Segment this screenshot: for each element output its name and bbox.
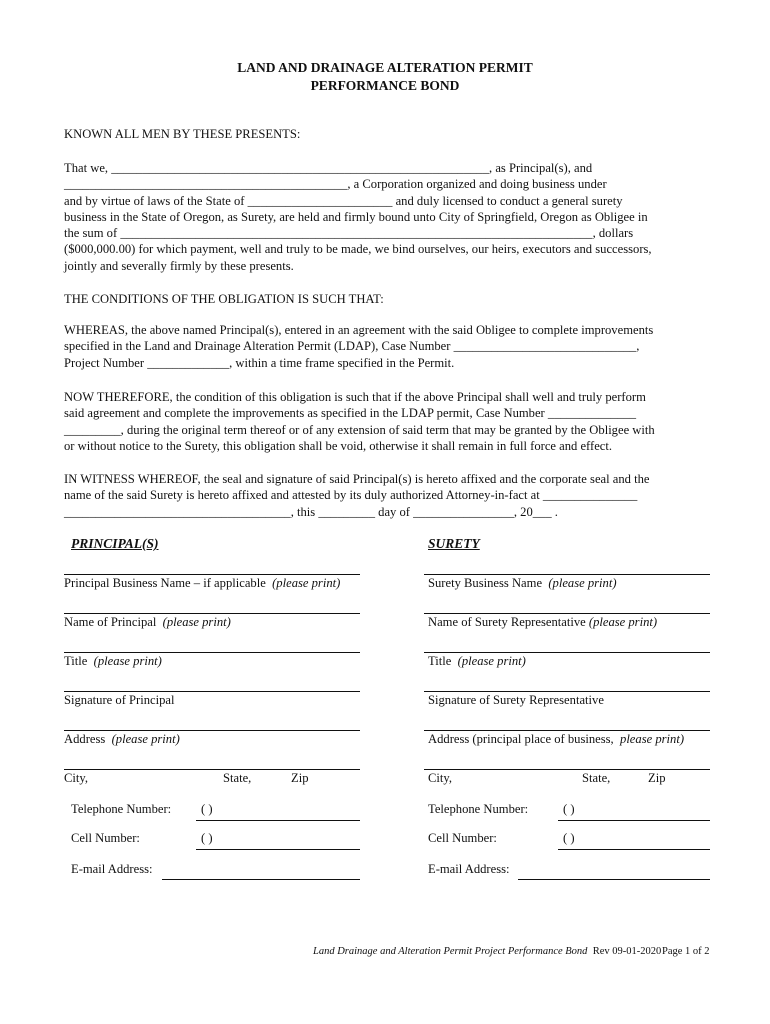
surety-cell-paren: ( ) — [563, 831, 575, 845]
surety-telephone-label: Telephone Number: — [428, 802, 529, 816]
footer-page-number: Page 1 of 2 — [662, 946, 710, 957]
paragraph-line: That we, ____________________________________________________________, as Principal(s), and — [64, 161, 593, 175]
principal-city-label: City, — [64, 771, 89, 785]
paragraph-line: or without notice to the Surety, this obligation shall be void, otherwise it shall remain in full force and effect. — [64, 438, 613, 453]
conditions-heading: THE CONDITIONS OF THE OBLIGATION IS SUCH THAT: — [64, 292, 384, 306]
paragraph-line: jointly and severally firmly by these presents. — [64, 258, 294, 273]
surety-email-line[interactable] — [518, 879, 710, 880]
paragraph-line: ____________________________________, this _________ day of ________________, 20___ . — [64, 504, 558, 519]
known-all-men: KNOWN ALL MEN BY THESE PRESENTS: — [64, 127, 301, 141]
surety-email-label: E-mail Address: — [428, 862, 510, 876]
label-text: Principal Business Name – if applicable — [64, 576, 266, 590]
now-therefore-paragraph — [64, 389, 716, 454]
footer-title-text: Land Drainage and Alteration Permit Project Performance Bond — [313, 946, 588, 957]
surety-telephone-paren: ( ) — [563, 802, 575, 816]
surety-cell-line[interactable] — [558, 849, 710, 850]
surety-zip-label: Zip — [648, 771, 666, 785]
label-text: Address (principal place of business, — [428, 732, 614, 746]
in-witness-paragraph — [64, 471, 716, 520]
principal-title-label — [64, 654, 162, 669]
please-print-note: (please print) — [272, 576, 341, 590]
document-subtitle: PERFORMANCE BOND — [310, 78, 460, 93]
please-print-note: please print) — [620, 732, 685, 746]
principal-email-line[interactable] — [162, 879, 360, 880]
principal-email-label: E-mail Address: — [71, 862, 153, 876]
surety-cell-label: Cell Number: — [428, 831, 497, 845]
paragraph-line: ($000,000.00) for which payment, well and truly to be made, we bind ourselves, our heirs, executors and successors, — [64, 242, 652, 257]
label-text: Title — [428, 654, 452, 668]
surety-signature-line[interactable] — [424, 691, 710, 692]
principal-address-label — [64, 732, 180, 747]
principal-cell-line[interactable] — [196, 849, 360, 850]
surety-business-name-label — [428, 576, 617, 591]
surety-name-line[interactable] — [424, 613, 710, 614]
document-title: LAND AND DRAINAGE ALTERATION PERMIT — [237, 60, 533, 75]
footer-revision: Rev 09-01-2020 — [592, 946, 662, 957]
paragraph-line: the sum of ___________________________________________________________________________, dollars — [64, 226, 634, 241]
label-text: Surety Business Name — [428, 576, 543, 590]
principal-telephone-label: Telephone Number: — [71, 802, 172, 816]
principal-signature-line[interactable] — [64, 691, 360, 692]
please-print-note: (please print) — [111, 732, 180, 746]
please-print-note: (please print) — [588, 615, 658, 629]
principal-name-label — [64, 615, 231, 630]
paragraph-line: NOW THEREFORE, the condition of this obligation is such that if the above Principal shall well and truly perform — [64, 390, 646, 404]
surety-city-state-zip-line[interactable] — [424, 769, 710, 770]
paragraph-line: WHEREAS, the above named Principal(s), entered in an agreement with the said Obligee to complete improvements — [64, 323, 654, 337]
principal-business-name-line[interactable] — [64, 574, 360, 575]
paragraph-line: and by virtue of laws of the State of _______________________ and duly licensed to conduct a general surety — [64, 193, 623, 208]
surety-address-label — [428, 732, 684, 747]
surety-city-label: City, — [428, 771, 453, 785]
paragraph-line: business in the State of Oregon, as Surety, are held and firmly bound unto City of Springfield, Oregon as Obligee in — [64, 209, 648, 224]
paragraph-line: specified in the Land and Drainage Alteration Permit (LDAP), Case Number _____________________________, — [64, 339, 640, 354]
please-print-note: (please print) — [457, 654, 526, 668]
footer-document-title — [313, 946, 661, 957]
principal-city-state-zip-line[interactable] — [64, 769, 360, 770]
principal-heading: PRINCIPAL(S) — [71, 536, 159, 551]
paragraph-line: name of the said Surety is hereto affixed and attested by its duly authorized Attorney-in-fact at _______________ — [64, 488, 638, 503]
principal-surety-paragraph — [64, 160, 716, 274]
surety-state-label: State, — [582, 771, 611, 785]
please-print-note: (please print) — [548, 576, 617, 590]
paragraph-line: _____________________________________________, a Corporation organized and doing business under — [64, 177, 607, 192]
paragraph-line: said agreement and complete the improvements as specified in the LDAP permit, Case Number ______________ — [64, 406, 637, 421]
label-text: Name of Surety Representative — [428, 615, 586, 629]
surety-address-line[interactable] — [424, 730, 710, 731]
surety-title-line[interactable] — [424, 652, 710, 653]
principal-cell-label: Cell Number: — [71, 831, 140, 845]
surety-name-label — [428, 615, 657, 630]
label-text: Name of Principal — [64, 615, 157, 629]
principal-telephone-line[interactable] — [196, 820, 360, 821]
paragraph-line: IN WITNESS WHEREOF, the seal and signature of said Principal(s) is hereto affixed and the corporate seal and the — [64, 472, 650, 486]
paragraph-line: _________, during the original term thereof or of any extension of said term that may be granted by the Obligee with — [64, 422, 655, 437]
paragraph-line: Project Number _____________, within a time frame specified in the Permit. — [64, 355, 455, 370]
principal-zip-label: Zip — [291, 771, 309, 785]
please-print-note: (please print) — [93, 654, 162, 668]
surety-telephone-line[interactable] — [558, 820, 710, 821]
surety-title-label — [428, 654, 526, 669]
principal-state-label: State, — [223, 771, 252, 785]
principal-telephone-paren: ( ) — [201, 802, 213, 816]
surety-heading: SURETY — [428, 536, 480, 551]
surety-signature-label: Signature of Surety Representative — [428, 693, 604, 707]
principal-cell-paren: ( ) — [201, 831, 213, 845]
surety-business-name-line[interactable] — [424, 574, 710, 575]
principal-name-line[interactable] — [64, 613, 360, 614]
please-print-note: (please print) — [162, 615, 231, 629]
label-text: Title — [64, 654, 88, 668]
whereas-paragraph — [64, 322, 716, 371]
principal-title-line[interactable] — [64, 652, 360, 653]
principal-signature-label: Signature of Principal — [64, 693, 175, 707]
principal-business-name-label — [64, 576, 340, 591]
label-text: Address — [64, 732, 106, 746]
principal-address-line[interactable] — [64, 730, 360, 731]
